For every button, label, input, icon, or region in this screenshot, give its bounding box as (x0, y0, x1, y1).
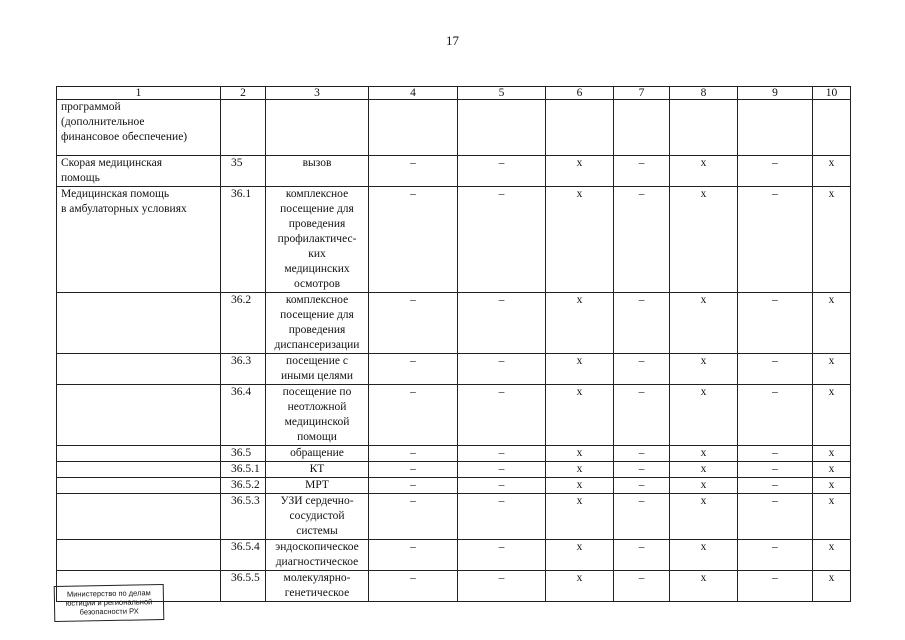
table-cell: вызов (266, 156, 369, 187)
table-cell: х (813, 187, 851, 293)
stamp-text: Министерство по делам юстиции и региональной безопасности РХ (65, 588, 153, 617)
table-cell: – (458, 156, 546, 187)
table-cell: – (369, 494, 458, 540)
table-cell (266, 100, 369, 156)
table-cell: – (738, 494, 813, 540)
table-cell: х (813, 571, 851, 602)
table-cell (57, 385, 221, 446)
table-cell: – (738, 478, 813, 494)
table-cell: – (614, 494, 670, 540)
table-cell: – (369, 540, 458, 571)
table-cell: х (670, 446, 738, 462)
table-cell: 36.4 (221, 385, 266, 446)
column-header: 3 (266, 87, 369, 100)
table-cell: х (670, 462, 738, 478)
table-cell: – (458, 478, 546, 494)
table-row (57, 494, 851, 540)
table-cell: 36.3 (221, 354, 266, 385)
table-cell: 36.5.4 (221, 540, 266, 571)
table-row (57, 571, 851, 602)
table-row (57, 540, 851, 571)
table-cell (738, 100, 813, 156)
table-cell: х (813, 478, 851, 494)
table-cell (458, 100, 546, 156)
table-cell: эндоскопическое диагностическое (266, 540, 369, 571)
table-cell: 36.5.1 (221, 462, 266, 478)
column-header: 1 (57, 87, 221, 100)
table-cell: – (369, 462, 458, 478)
table-cell: – (614, 293, 670, 354)
column-header: 2 (221, 87, 266, 100)
table-cell (57, 478, 221, 494)
table-cell: – (738, 354, 813, 385)
table-cell: – (458, 462, 546, 478)
table-row (57, 293, 851, 354)
table-cell: х (546, 494, 614, 540)
table-cell: 36.5.5 (221, 571, 266, 602)
table-cell: МРТ (266, 478, 369, 494)
table-cell (57, 354, 221, 385)
table-cell: – (458, 540, 546, 571)
table-cell: – (738, 446, 813, 462)
table-cell: х (813, 354, 851, 385)
column-header: 6 (546, 87, 614, 100)
table-cell: – (458, 293, 546, 354)
table-cell: – (458, 385, 546, 446)
table-cell: – (738, 385, 813, 446)
table-row (57, 156, 851, 187)
table-cell: х (670, 293, 738, 354)
table-cell: х (813, 385, 851, 446)
table-cell: Скорая медицинская помощь (57, 156, 221, 187)
table-cell: х (670, 156, 738, 187)
column-header: 9 (738, 87, 813, 100)
table-cell: х (546, 354, 614, 385)
table-cell: 36.5.2 (221, 478, 266, 494)
table-cell: – (738, 293, 813, 354)
table-cell (546, 100, 614, 156)
table-cell: – (614, 446, 670, 462)
table-cell: х (546, 571, 614, 602)
table-cell: – (369, 354, 458, 385)
table-cell: х (813, 494, 851, 540)
table-cell: х (546, 540, 614, 571)
table-cell: – (614, 385, 670, 446)
column-header: 5 (458, 87, 546, 100)
table-cell: – (738, 540, 813, 571)
table-cell: – (614, 462, 670, 478)
table-cell: – (369, 478, 458, 494)
table-cell: – (369, 385, 458, 446)
table-cell: – (614, 187, 670, 293)
table-cell: – (369, 156, 458, 187)
table-cell: комплексное посещение для проведения диспансеризации (266, 293, 369, 354)
table-cell: – (458, 571, 546, 602)
table-cell: х (670, 478, 738, 494)
table-cell: х (813, 446, 851, 462)
table-cell: х (813, 462, 851, 478)
table-cell: молекулярно- генетическое (266, 571, 369, 602)
table-cell: 36.1 (221, 187, 266, 293)
table-cell: обращение (266, 446, 369, 462)
table-cell: 35 (221, 156, 266, 187)
table-cell: – (738, 187, 813, 293)
table-cell (369, 100, 458, 156)
table-cell: х (546, 385, 614, 446)
table-cell: х (813, 540, 851, 571)
table-cell: УЗИ сердечно- сосудистой системы (266, 494, 369, 540)
table-cell: – (369, 187, 458, 293)
table-row (57, 187, 851, 293)
table-cell (57, 446, 221, 462)
table-cell: х (670, 540, 738, 571)
table-cell: х (546, 446, 614, 462)
table-cell: – (614, 540, 670, 571)
table-cell: Медицинская помощь в амбулаторных условиях (57, 187, 221, 293)
table-cell: – (614, 156, 670, 187)
table-cell: 36.2 (221, 293, 266, 354)
table-cell: – (458, 354, 546, 385)
table-cell: – (369, 293, 458, 354)
table-cell: – (458, 446, 546, 462)
table-cell: комплексное посещение для проведения профилактичес- ких медицинских осмотров (266, 187, 369, 293)
table-cell: 36.5.3 (221, 494, 266, 540)
table-row (57, 446, 851, 462)
table-cell: – (738, 156, 813, 187)
table-cell: х (546, 462, 614, 478)
table-cell: посещение с иными целями (266, 354, 369, 385)
column-header: 4 (369, 87, 458, 100)
ministry-stamp (54, 584, 165, 622)
table-cell: посещение по неотложной медицинской помощи (266, 385, 369, 446)
table-cell: х (546, 478, 614, 494)
table-cell: – (738, 462, 813, 478)
table-cell: х (546, 187, 614, 293)
table-cell: х (546, 293, 614, 354)
table-cell: – (614, 354, 670, 385)
table-row (57, 100, 851, 156)
table-cell: 36.5 (221, 446, 266, 462)
table-cell (57, 494, 221, 540)
table-cell (57, 540, 221, 571)
table-cell (614, 100, 670, 156)
table-row (57, 385, 851, 446)
table-cell: КТ (266, 462, 369, 478)
table-row (57, 462, 851, 478)
table-row (57, 354, 851, 385)
table-cell: – (458, 187, 546, 293)
table-cell: х (546, 156, 614, 187)
table-cell: х (670, 187, 738, 293)
table-cell: – (369, 571, 458, 602)
column-header: 10 (813, 87, 851, 100)
table-cell: – (369, 446, 458, 462)
table-cell: – (738, 571, 813, 602)
table-cell (670, 100, 738, 156)
table-cell: – (458, 494, 546, 540)
table-cell: программой (дополнительное финансовое обеспечение) (57, 100, 221, 156)
table-cell: – (614, 478, 670, 494)
table-cell (57, 462, 221, 478)
table-cell: х (813, 156, 851, 187)
column-header: 7 (614, 87, 670, 100)
header-row (57, 87, 851, 100)
table-cell (813, 100, 851, 156)
table-cell: х (670, 494, 738, 540)
page-number: 17 (446, 33, 459, 48)
table-cell: х (813, 293, 851, 354)
table-cell (221, 100, 266, 156)
table-cell (57, 293, 221, 354)
data-table (56, 86, 851, 602)
table-cell: х (670, 571, 738, 602)
column-header: 8 (670, 87, 738, 100)
table-row (57, 478, 851, 494)
table-cell: х (670, 354, 738, 385)
table-cell: – (614, 571, 670, 602)
table-cell: х (670, 385, 738, 446)
